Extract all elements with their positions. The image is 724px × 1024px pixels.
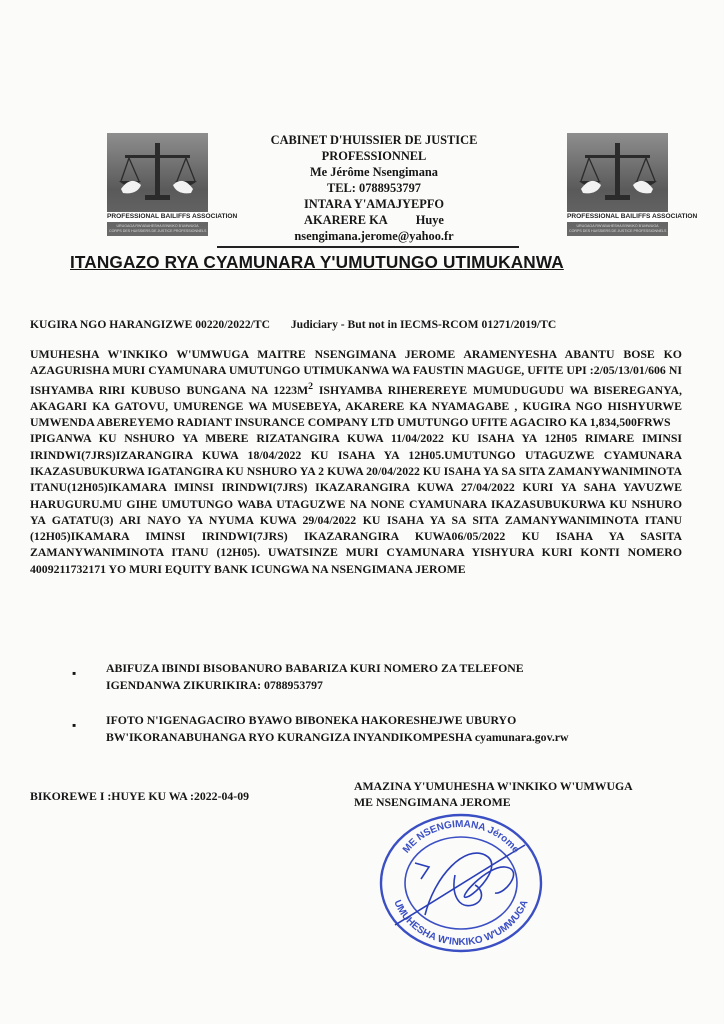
case-reference <box>30 318 556 331</box>
district-label: AKARERE KA <box>304 213 388 227</box>
signatory-title: AMAZINA Y'UMUHESHA W'INKIKO W'UMWUGA <box>354 779 633 793</box>
bullet-item <box>106 712 686 745</box>
reference-number: KUGIRA NGO HARANGIZWE 00220/2022/TC <box>30 318 270 331</box>
header-divider <box>217 246 519 248</box>
logo-band-text: PROFESSIONAL BAILIFFS ASSOCIATION <box>107 213 238 220</box>
letterhead-phone: TEL: 0788953797 <box>327 181 421 195</box>
bullet-line: BW'IKORANABUHANGA RYO KURANGIZA INYANDIKOMPESHA cyamunara.gov.rw <box>106 729 569 744</box>
letterhead-email: nsengimana.jerome@yahoo.fr <box>294 229 454 243</box>
superscript: 2 <box>308 380 314 392</box>
logo-subline: URUGAGA RW'ABAHESHA B'INKIKO B'UMWUGA <box>576 224 659 228</box>
signatory-name: ME NSENGIMANA JEROME <box>354 795 511 809</box>
letterhead-line: INTARA Y'AMAJYEPFO <box>303 197 445 211</box>
document-title: ITANGAZO RYA CYAMUNARA Y'UMUTUNGO UTIMUKANWA <box>70 252 564 272</box>
district-name: Huye <box>415 213 444 227</box>
bullet-line: ABIFUZA IBINDI BISOBANURO BABARIZA KURI NOMERO ZA TELEFONE <box>106 661 524 675</box>
logo-subline: CORPS DES HUISSIERS DE JUSTICE PROFESSIONNELS <box>109 229 207 233</box>
scales-of-justice-icon <box>107 133 208 212</box>
bullet-icon: ▪ <box>72 666 77 680</box>
association-logo-right <box>567 133 698 236</box>
letterhead-line: PROFESSIONNEL <box>321 149 427 163</box>
bullet-line: IFOTO N'IGENAGACIRO BYAWO BIBONEKA HAKORESHEJWE UBURYO <box>106 713 517 727</box>
stamp-text-top: ME NSENGIMANA Jérome <box>400 818 522 856</box>
official-stamp <box>355 805 565 955</box>
association-logo-left <box>107 133 238 236</box>
bullet-item <box>106 660 686 693</box>
bullet-icon: ▪ <box>72 718 77 732</box>
letterhead-line: Me Jérôme Nsengimana <box>309 165 438 179</box>
scales-of-justice-icon <box>567 133 668 212</box>
paragraph-text: UMUHESHA W'INKIKO W'UMWUGA MAITRE NSENGIMANA JEROME ARAMENYESHA ABANTU BOSE KO AZAGURISHA MURI CYAMUNARA UMUTUNGO UTIMUKANWA WA FAUSTIN MAGUGE, UFITE UPI :2/05/13/01/606 NI ISHYAMBA RIRI KUBUSO BUNGANA NA 1223M <box>30 347 682 397</box>
place-and-date: BIKOREWE I :HUYE KU WA :2022-04-09 <box>30 789 250 803</box>
letterhead <box>230 132 518 244</box>
stamp-text-bottom: UMUHESHA W'INKIKO W'UMWUGA <box>391 898 531 949</box>
letterhead-district <box>230 212 518 228</box>
logo-subline: URUGAGA RW'ABAHESHA B'INKIKO B'UMWUGA <box>116 224 199 228</box>
notice-paragraph <box>30 346 682 430</box>
logo-subline: CORPS DES HUISSIERS DE JUSTICE PROFESSIONNELS <box>569 229 667 233</box>
logo-band-text: PROFESSIONAL BAILIFFS ASSOCIATION <box>567 213 698 220</box>
notice-paragraph: IPIGANWA KU NSHURO YA MBERE RIZATANGIRA KUWA 11/04/2022 KU ISAHA YA 12H05 RIMARE IMINSI IRINDWI(7JRS)IZARANGIRA KUWA 18/04/2022 KU ISAHA YA 12H05.UMUTUNGO UTAGUZWE CYAMUNARA IKAZASUBUKURWA IGATANGIRA KU NSHURO YA 2 KUWA 20/04/2022 KU ISAHA YA SA SITA ZAMANYWANIMINOTA ITANU(12H05)IKAMARA IMINSI IRINDWI(7JRS) IKAZARANGIRA KUWA 27/04/2022 KURI YA SAHA YAVUZWE HARUGURU.MU GIHE UMUTUNGO WABA UTAGUZWE NA NONE CYAMUNARA IKAZASUBUKURWA KU NSHURO YA GATATU(3) ARI NAYO YA NYUMA KUWA 29/04/2022 KU ISAHA YA SA SITA ZAMANYWANIMINOTA ITANU (12H05)IKAMARA IMINSI IRINDWI(7JRS) IKAZARANGIRA KUWA06/05/2022 KU ISAHA YA SASITA ZAMANYWANIMINOTA ITANU (12H05). UWATSINZE MURI CYAMUNARA YISHYURA KURI KONTI NOMERO 4009211732171 YO MURI EQUITY BANK ICUNGWA NA NSENGIMANA JEROME <box>30 431 682 576</box>
bullet-line: IGENDANWA ZIKURIKIRA: 0788953797 <box>106 677 323 692</box>
letterhead-line: CABINET D'HUISSIER DE JUSTICE <box>270 133 478 147</box>
notice-body <box>30 346 682 577</box>
reference-note: Judiciary - But not in IECMS-RCOM 01271/2019/TC <box>290 318 557 331</box>
paragraph-text: ISHYAMBA RIHEREREYE MUMUDUGUDU WA BISEREGANYA, AKAGARI KA GATOVU, UMURENGE WA MUSEBEYA, AKARERE KA NYAMAGABE , KUGIRA NGO HISHYURWE UMWENDA ABEREYEMO RADIANT INSURANCE COMPANY LTD UMUTUNGO UFITE AGACIRO KA 1,834,500FRWS <box>30 382 682 430</box>
